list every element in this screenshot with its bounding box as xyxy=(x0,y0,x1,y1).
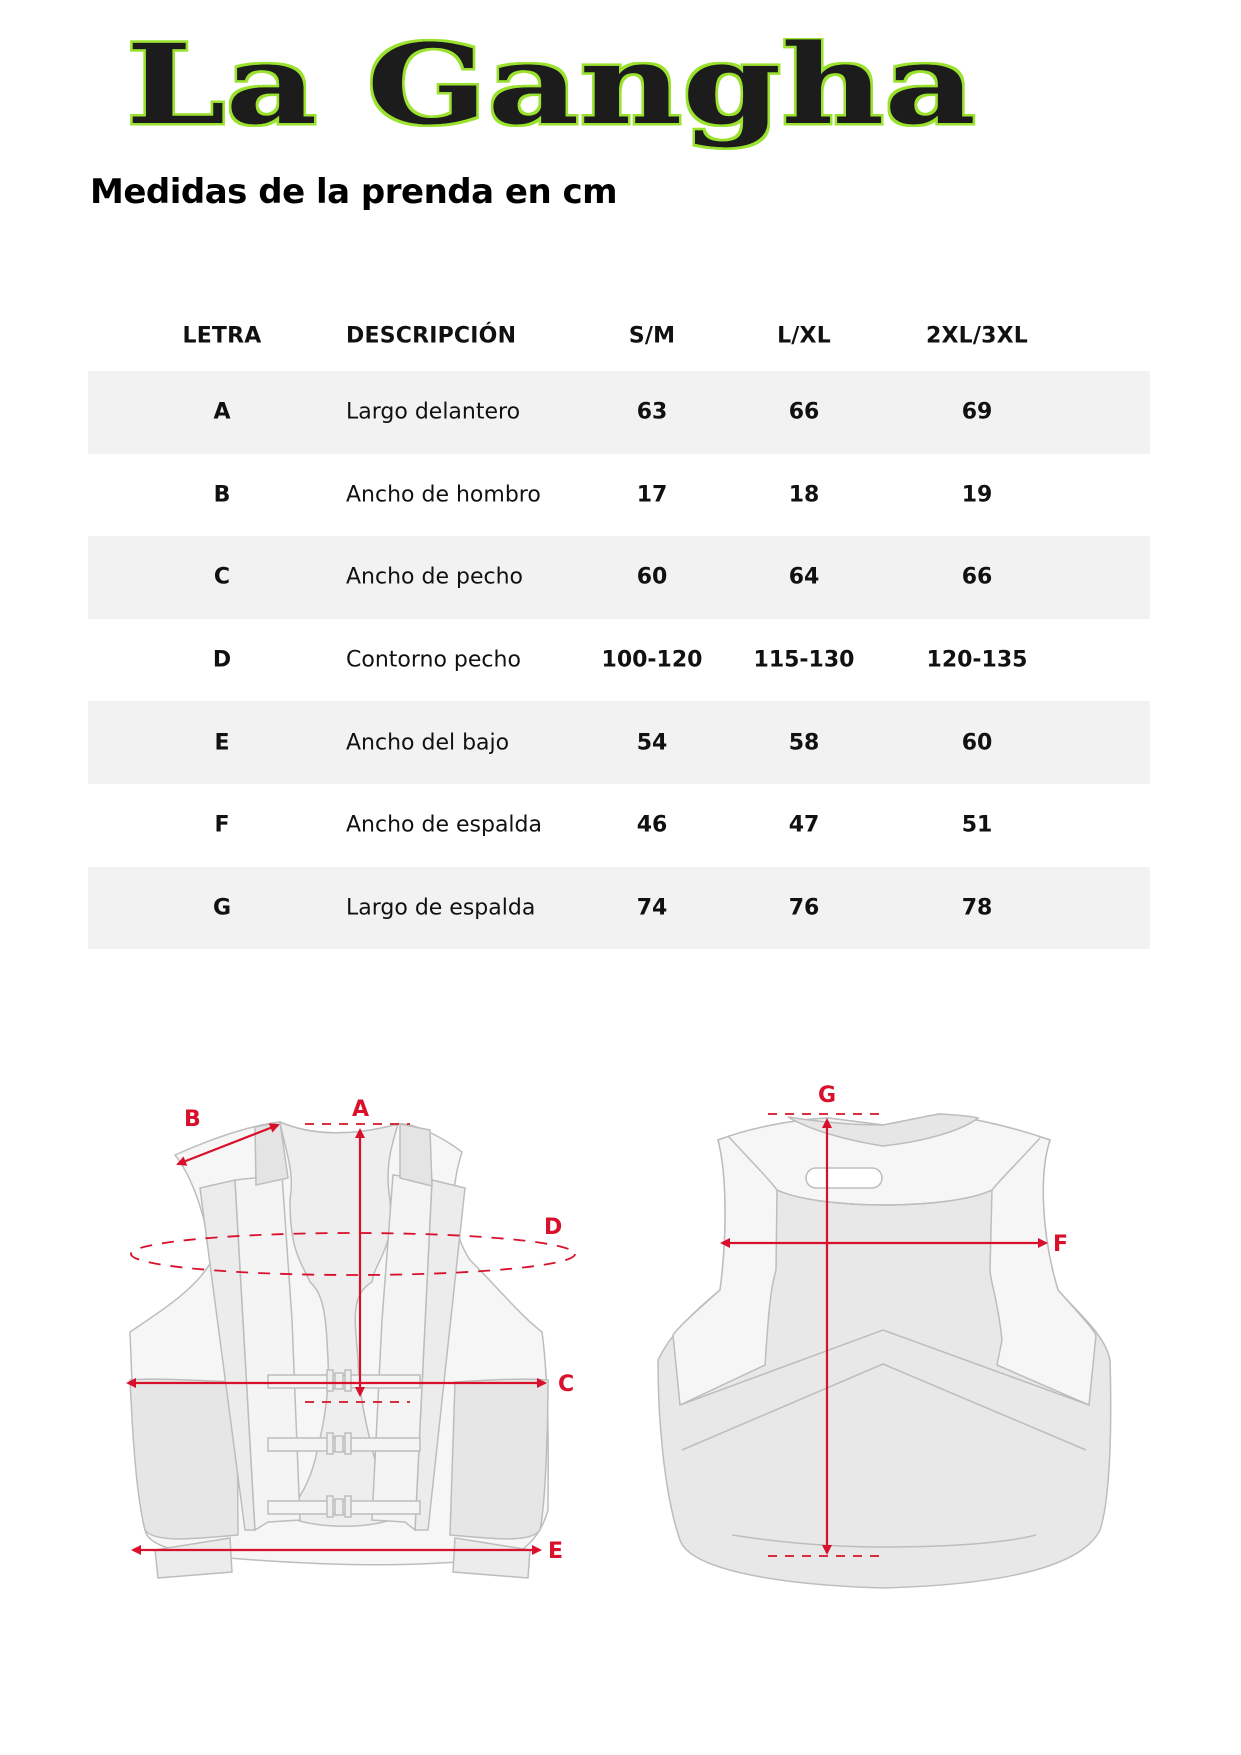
row-description: Ancho del bajo xyxy=(346,730,510,756)
header-descripcion: DESCRIPCIÓN xyxy=(346,323,517,348)
table-row xyxy=(88,784,1150,867)
table-row xyxy=(88,536,1150,619)
table-row xyxy=(88,371,1150,454)
row-value-2xl3xl: 120-135 xyxy=(926,647,1028,673)
row-value-2xl3xl: 66 xyxy=(961,564,993,590)
row-value-sm: 54 xyxy=(636,730,668,756)
table-row xyxy=(88,619,1150,702)
row-letter: F xyxy=(214,812,230,838)
row-value-lxl: 58 xyxy=(788,730,820,756)
brand-logo xyxy=(126,38,1106,158)
row-description: Largo de espalda xyxy=(346,895,536,921)
row-value-sm: 60 xyxy=(636,564,668,590)
vest-back-shape xyxy=(658,1114,1111,1588)
row-value-lxl: 115-130 xyxy=(753,647,855,673)
row-description: Largo delantero xyxy=(346,399,521,425)
row-value-lxl: 76 xyxy=(788,895,820,921)
header-2xl3xl: 2XL/3XL xyxy=(925,323,1029,348)
measure-label-g: G xyxy=(818,1083,837,1108)
row-description: Ancho de pecho xyxy=(346,564,523,590)
front-vest-diagram xyxy=(110,1060,590,1620)
row-letter: E xyxy=(214,730,230,756)
measure-label-c: C xyxy=(558,1372,575,1397)
measure-label-d: D xyxy=(544,1215,563,1240)
size-table xyxy=(88,300,1150,949)
measure-label-f: F xyxy=(1053,1232,1069,1257)
row-value-sm: 74 xyxy=(636,895,668,921)
row-value-lxl: 66 xyxy=(788,399,820,425)
table-row xyxy=(88,454,1150,537)
measure-label-e: E xyxy=(548,1539,564,1564)
row-letter: A xyxy=(213,399,231,425)
row-description: Ancho de espalda xyxy=(346,812,542,838)
row-value-sm: 17 xyxy=(636,482,668,508)
back-vest-diagram xyxy=(640,1060,1120,1620)
header-letra: LETRA xyxy=(182,323,262,348)
row-letter: G xyxy=(212,895,232,921)
row-letter: C xyxy=(213,564,231,590)
row-value-sm: 46 xyxy=(636,812,668,838)
row-description: Contorno pecho xyxy=(346,647,521,673)
table-row xyxy=(88,867,1150,950)
header-lxl: L/XL xyxy=(777,323,831,348)
row-letter: B xyxy=(213,482,231,508)
measure-label-b: B xyxy=(184,1107,201,1132)
row-value-2xl3xl: 60 xyxy=(961,730,993,756)
row-value-lxl: 18 xyxy=(788,482,820,508)
row-description: Ancho de hombro xyxy=(346,482,541,508)
row-value-2xl3xl: 69 xyxy=(961,399,993,425)
row-value-2xl3xl: 19 xyxy=(961,482,993,508)
row-value-sm: 63 xyxy=(636,399,668,425)
table-header xyxy=(88,300,1150,371)
brand-logo-text: La Gangha xyxy=(126,38,976,149)
row-value-2xl3xl: 78 xyxy=(961,895,993,921)
page-title: Medidas de la prenda en cm xyxy=(90,172,618,212)
row-value-lxl: 47 xyxy=(788,812,820,838)
row-value-2xl3xl: 51 xyxy=(961,812,993,838)
header-sm: S/M xyxy=(628,323,676,348)
row-value-sm: 100-120 xyxy=(601,647,703,673)
row-value-lxl: 64 xyxy=(788,564,820,590)
row-letter: D xyxy=(212,647,232,673)
table-row xyxy=(88,701,1150,784)
vest-front-shape xyxy=(130,1122,548,1578)
measure-label-a: A xyxy=(352,1097,370,1122)
